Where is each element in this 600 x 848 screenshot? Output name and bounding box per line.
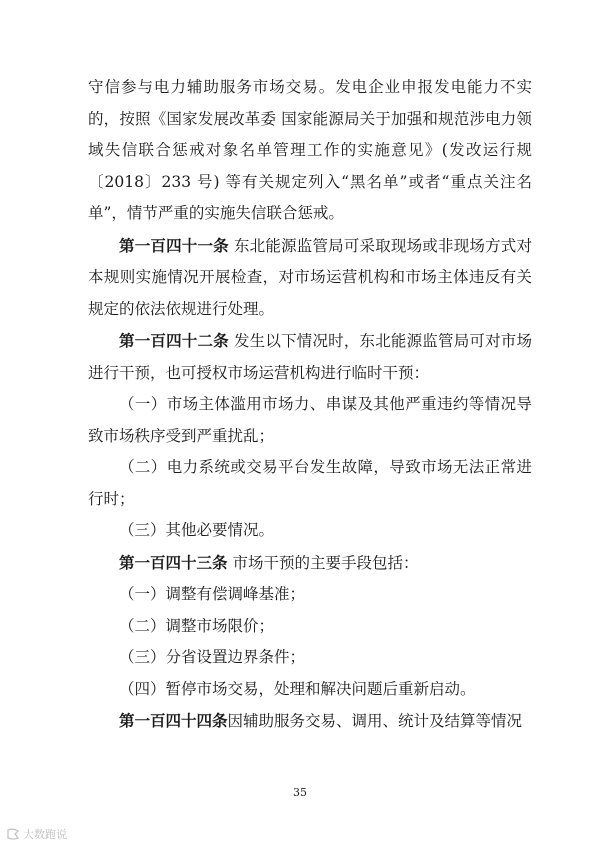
watermark — [6, 826, 67, 842]
article-143-item-2: （二）调整市场限价； — [119, 616, 275, 635]
article-142-text: 发生以下情况时，东北能源监管局可对市场进行干预，也可授权市场运营机构进行临时干预： — [88, 332, 532, 382]
page-number: 35 — [293, 786, 307, 799]
article-142 — [88, 325, 532, 389]
article-141 — [88, 230, 532, 326]
article-143-item-4: （四）暂停市场交易，处理和解决问题后重新启动。 — [119, 679, 476, 698]
article-144-title: 第一百四十四条 — [119, 711, 228, 730]
article-142-item-1: （一）市场主体滥用市场力、串谋及其他严重违约等情况导致市场秩序受到严重扰乱； — [88, 395, 532, 445]
article-144 — [88, 705, 532, 738]
article-144-text: 因辅助服务交易、调用、统计及结算等情况 — [227, 712, 523, 730]
article-142-item-2: （二）电力系统或交易平台发生故障，导致市场无法正常进行时； — [88, 458, 532, 508]
article-141-text: 东北能源监管局可采取现场或非现场方式对本规则实施情况开展检查，对市场运营机构和市场主体违反有关规定的依法依规进行处理。 — [88, 236, 532, 318]
article-143-text: 市场干预的主要手段包括： — [227, 553, 419, 572]
watermark-logo-icon — [6, 827, 20, 841]
article-143-item-1: （一）调整有偿调峰基准； — [119, 585, 306, 603]
article-141-title: 第一百四十一条 — [119, 235, 229, 255]
article-142-item-3: （三）其他必要情况。 — [119, 521, 275, 539]
article-143 — [88, 547, 532, 580]
article-142-title: 第一百四十二条 — [119, 331, 229, 350]
paragraph-continued: 守信参与电力辅助服务市场交易。发电企业申报发电能力不实的，按照《国家发展改革委 国家能源局关于加强和规范涉电力领域失信联合惩戒对象名单管理工作的实施意见》(发改运行规〔2018〕233 号) 等有关规定列入“黑名单”或者“重点关注名单”，情节严重的实施失信联合惩戒。 — [88, 78, 532, 222]
article-143-title: 第一百四十三条 — [119, 552, 228, 572]
article-143-item-3: （三）分省设置边界条件； — [119, 648, 306, 666]
watermark-text: 大数跑说 — [23, 828, 67, 841]
document-body — [88, 72, 532, 738]
